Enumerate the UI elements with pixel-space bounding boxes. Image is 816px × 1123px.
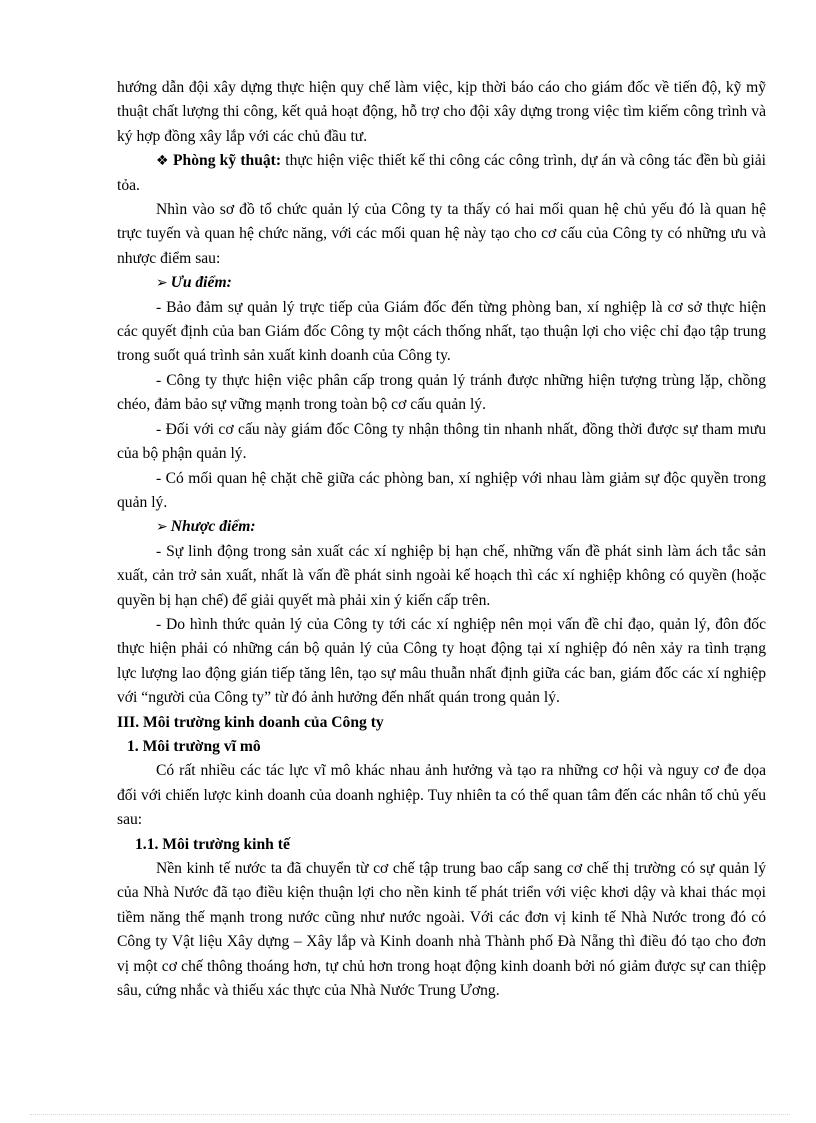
arrow-bullet-icon: ➢ bbox=[156, 275, 168, 292]
technical-dept-text: thực hiện việc thiết kế thi công các công trình, dự án và công tác đền bù giải tỏa. bbox=[117, 152, 766, 194]
paragraph-org-structure: Nhìn vào sơ đồ tổ chức quản lý của Công ty ta thấy có hai mối quan hệ chủ yếu đó là quan hệ trực tuyến và quan hệ chức năng, với các mối quan hệ này tạo cho cơ cấu của Công ty có những ưu và nhược điểm sau: bbox=[117, 201, 766, 267]
subsection-heading-economy: 1.1. Môi trường kinh tế bbox=[135, 835, 290, 853]
paragraph-macro: Có rất nhiều các tác lực vĩ mô khác nhau ảnh hưởng và tạo ra những cơ hội và nguy cơ đe dọa đối với chiến lược kinh doanh của doanh nghiệp. Tuy nhiên ta có thể quan tâm đến các nhân tố chủ yếu sau: bbox=[117, 762, 766, 829]
technical-dept-label: Phòng kỹ thuật: bbox=[173, 152, 282, 170]
arrow-bullet-icon: ➢ bbox=[156, 519, 168, 536]
advantage-item: - Công ty thực hiện việc phân cấp trong quản lý tránh được những hiện tượng trùng lặp, chồng chéo, đảm bảo sự vững mạnh trong toàn bộ cơ cấu quản lý. bbox=[117, 371, 766, 414]
advantage-item: - Đối với cơ cấu này giám đốc Công ty nhận thông tin nhanh nhất, đồng thời được sự tham mưu của bộ phận quản lý. bbox=[117, 420, 766, 463]
paragraph-technical-dept bbox=[117, 149, 766, 198]
document-page bbox=[117, 76, 766, 1003]
section-heading-iii: III. Môi trường kinh doanh của Công ty bbox=[117, 713, 384, 731]
paragraph-intro: hướng dẫn đội xây dựng thực hiện quy chế làm việc, kịp thời báo cáo cho giám đốc về tiến độ, kỹ mỹ thuật chất lượng thi công, kết quả hoạt động, hỗ trợ cho đội xây dựng trong việc tìm kiếm công trình và ký hợp đồng xây lắp với các chủ đầu tư. bbox=[117, 79, 766, 145]
disadvantages-heading bbox=[117, 515, 766, 539]
advantage-item: - Bảo đảm sự quản lý trực tiếp của Giám đốc đến từng phòng ban, xí nghiệp là cơ sở thực hiện các quyết định của ban Giám đốc Công ty một cách thống nhất, tạo thuận lợi cho việc chỉ đạo tập trung trong suốt quá trình sản xuất kinh doanh của Công ty. bbox=[117, 298, 766, 365]
paragraph-economy: Nền kinh tế nước ta đã chuyển từ cơ chế tập trung bao cấp sang cơ chế thị trường có sự quản lý của Nhà Nước đã tạo điều kiện thuận lợi cho nền kinh tế phát triển với việc khơi dậy và khai thác mọi tiềm năng thế mạnh trong nước cũng như nước ngoài. Với các đơn vị kinh tế Nhà Nước trong đó có Công ty Vật liệu Xây dựng – Xây lắp và Kinh doanh nhà Thành phố Đà Nẵng thì điều đó tạo cho đơn vị một cơ chế thông thoáng hơn, tự chủ hơn trong hoạt động kinh doanh bởi nó giảm được sự can thiệp sâu, cứng nhắc và thiếu xác thực của Nhà Nước Trung Ương. bbox=[117, 860, 766, 1000]
disadvantage-item: - Sự linh động trong sản xuất các xí nghiệp bị hạn chế, những vấn đề phát sinh làm ách tắc sản xuất, cản trở sản xuất, nhất là vấn đề phát sinh ngoài kế hoạch thì các xí nghiệp không có quyền (hoặc quyền bị hạn chế) để giải quyết mà phải xin ý kiến cấp trên. bbox=[117, 542, 766, 609]
disadvantages-title: Nhược điểm: bbox=[170, 518, 256, 536]
subsection-heading-macro: 1. Môi trường vĩ mô bbox=[127, 737, 261, 755]
advantages-title: Ưu điểm: bbox=[170, 274, 232, 292]
diamond-bullet-icon: ❖ bbox=[156, 153, 169, 170]
advantage-item: - Có mối quan hệ chặt chẽ giữa các phòng ban, xí nghiệp với nhau làm giảm sự độc quyền trong quản lý. bbox=[117, 469, 766, 511]
disadvantage-item: - Do hình thức quản lý của Công ty tới các xí nghiệp nên mọi vấn đề chỉ đạo, quản lý, đôn đốc thực hiện phải có những cán bộ quản lý của Công ty hoạt động tại xí nghiệp đó nên xảy ra tình trạng lực lượng lao động gián tiếp tăng lên, tạo sự mâu thuẫn nhất định giữa các ban, giám đốc các xí nghiệp với “người của Công ty” từ đó ảnh hưởng đến nhất quán trong quản lý. bbox=[117, 615, 766, 707]
page-bottom-divider bbox=[30, 1114, 790, 1115]
advantages-heading bbox=[117, 271, 766, 295]
